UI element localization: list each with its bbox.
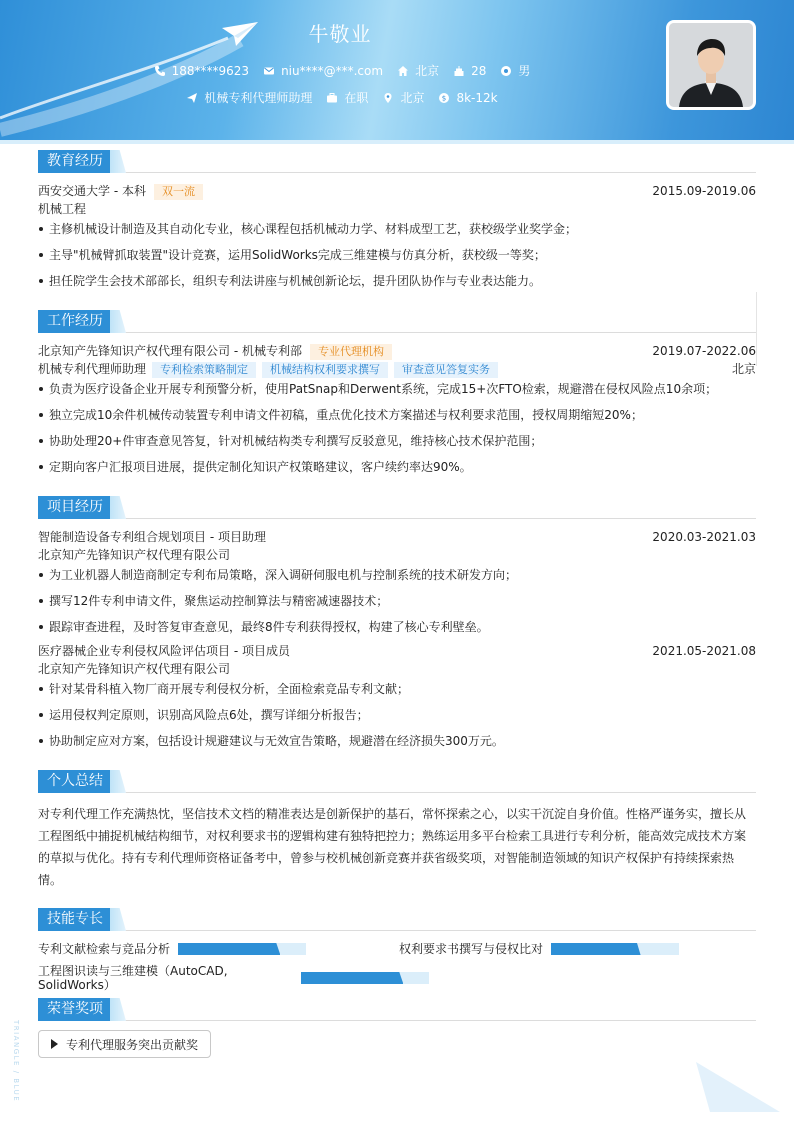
work-bullet: 负责为医疗设备企业开展专利预警分析，使用PatSnap和Derwent系统，完成15+次FTO检索，规避潜在侵权风险点10余项； <box>38 380 756 398</box>
gender-item <box>500 62 530 79</box>
section-heading-tail <box>110 770 126 793</box>
phone-text: 188****9623 <box>171 63 250 78</box>
section-rule <box>38 930 756 931</box>
send-icon <box>186 92 198 104</box>
watermark-text: TRIANGLE / BLUE <box>12 1020 20 1103</box>
section-heading: 项目经历 <box>38 496 112 519</box>
corner-triangle-decoration-icon <box>696 1062 780 1112</box>
money-icon <box>438 92 450 104</box>
section-heading: 工作经历 <box>38 310 112 333</box>
phone-icon <box>154 65 166 77</box>
award-name: 专利代理服务突出贡献奖 <box>66 1037 199 1052</box>
skill-bar <box>178 943 306 955</box>
section-heading: 技能专长 <box>38 908 112 931</box>
project-header <box>38 642 756 660</box>
project-org: 北京知产先锋知识产权代理有限公司 <box>38 548 231 562</box>
section-title-skills <box>38 908 756 932</box>
phone-item <box>154 64 249 78</box>
work-bullet: 定期向客户汇报项目进展，提供定制化知识产权策略建议，客户续约率达90%。 <box>38 458 756 476</box>
project-bullet: 协助制定应对方案，包括设计规避建议与无效宣告策略，规避潜在经济损失300万元。 <box>38 732 756 750</box>
skill-bar <box>551 943 679 955</box>
cake-icon <box>453 65 465 77</box>
avatar <box>666 20 756 110</box>
briefcase-icon <box>326 92 338 104</box>
play-triangle-icon <box>51 1039 58 1049</box>
status-item <box>326 89 368 106</box>
portrait-image <box>669 23 753 107</box>
project-org: 北京知产先锋知识产权代理有限公司 <box>38 662 231 676</box>
work-bullet: 独立完成10余件机械传动装置专利申请文件初稿，重点优化技术方案描述与权利要求范围，授权周期缩短20%； <box>38 406 756 424</box>
section-heading-tail <box>110 496 126 519</box>
section-heading: 荣誉奖项 <box>38 998 112 1021</box>
age-text: 28 <box>471 63 487 78</box>
work-date: 2019.07-2022.06 <box>652 344 756 358</box>
target-city-text: 北京 <box>400 91 425 105</box>
side-divider <box>756 292 757 366</box>
work-location: 北京 <box>731 362 756 376</box>
section-title-work <box>38 310 756 334</box>
section-heading: 个人总结 <box>38 770 112 793</box>
salary-item <box>438 91 497 105</box>
gender-icon <box>500 65 512 77</box>
target-job-text: 机械专利代理师助理 <box>204 91 313 105</box>
section-heading-tail <box>110 150 126 173</box>
section-title-summary <box>38 770 756 794</box>
skill-bar-fill <box>178 943 280 955</box>
section-heading: 教育经历 <box>38 150 112 173</box>
skill-tag: 机械结构权利要求撰写 <box>262 362 388 378</box>
gender-text: 男 <box>518 64 531 78</box>
school-tag: 双一流 <box>154 184 203 200</box>
education-header <box>38 182 756 200</box>
education-bullet: 主导"机械臂抓取装置"设计竞赛，运用SolidWorks完成三维建模与仿真分析，获校级一等奖； <box>38 246 756 264</box>
position-title: 机械专利代理师助理 <box>38 362 147 376</box>
skill-bar-fill <box>301 972 403 984</box>
section-title-awards <box>38 998 756 1022</box>
target-job-item <box>186 89 312 106</box>
section-rule <box>38 1020 756 1021</box>
city-item <box>397 62 439 79</box>
section-heading-tail <box>110 310 126 333</box>
project-bullet: 为工业机器人制造商制定专利布局策略，深入调研伺服电机与控制系统的技术研发方向； <box>38 566 756 584</box>
skill-tag: 审查意见答复实务 <box>394 362 498 378</box>
project-date: 2020.03-2021.03 <box>652 530 756 544</box>
project-bullet: 运用侵权判定原则，识别高风险点6处，撰写详细分析报告； <box>38 706 756 724</box>
education-bullet: 主修机械设计制造及其自动化专业，核心课程包括机械动力学、材料成型工艺，获校级学业奖学金； <box>38 220 756 238</box>
skill-name: 权利要求书撰写与侵权比对 <box>399 942 544 956</box>
city-text: 北京 <box>415 64 440 78</box>
email-text: niu****@***.com <box>281 63 384 78</box>
header-divider <box>0 140 794 144</box>
education-major: 机械工程 <box>38 202 87 216</box>
skill-item <box>399 942 679 956</box>
section-rule <box>38 792 756 793</box>
email-item <box>263 64 383 78</box>
status-text: 在职 <box>344 91 369 105</box>
section-title-projects <box>38 496 756 520</box>
skill-name: 专利文献检索与竞品分析 <box>38 942 171 956</box>
section-rule <box>38 332 756 333</box>
education-bullet: 担任院学生会技术部部长，组织专利法讲座与机械创新论坛，提升团队协作与专业表达能力。 <box>38 272 756 290</box>
section-heading-tail <box>110 998 126 1021</box>
target-city-item <box>382 89 424 106</box>
section-title-education <box>38 150 756 174</box>
svg-text:$: $ <box>442 94 447 103</box>
location-pin-icon <box>382 92 394 104</box>
skill-bar <box>301 972 429 984</box>
salary-text: 8k-12k <box>456 90 498 105</box>
candidate-name: 牛敬业 <box>308 22 372 46</box>
email-icon <box>263 65 275 77</box>
project-bullet: 针对某骨科植入物厂商开展专利侵权分析，全面检索竞品专利文献； <box>38 680 756 698</box>
section-rule <box>38 518 756 519</box>
award-item <box>38 1030 211 1058</box>
project-date: 2021.05-2021.08 <box>652 644 756 658</box>
skill-bar-fill <box>551 943 641 955</box>
skill-name: 工程图识读与三维建模（AutoCAD, SolidWorks） <box>38 964 228 992</box>
project-bullet: 撰写12件专利申请文件，聚焦运动控制算法与精密减速器技术； <box>38 592 756 610</box>
project-title: 医疗器械企业专利侵权风险评估项目 - 项目成员 <box>38 644 290 658</box>
company-name: 北京知产先锋知识产权代理有限公司 - 机械专利部 <box>38 344 302 358</box>
project-header <box>38 528 756 546</box>
age-item <box>453 64 486 78</box>
education-date: 2015.09-2019.06 <box>652 184 756 198</box>
company-tag: 专业代理机构 <box>310 344 392 360</box>
work-bullet: 协助处理20+件审查意见答复，针对机械结构类专利撰写反驳意见，维持核心技术保护范围； <box>38 432 756 450</box>
skill-item <box>38 942 306 956</box>
work-header <box>38 342 756 360</box>
home-icon <box>397 65 409 77</box>
section-rule <box>38 172 756 173</box>
work-position-row <box>38 360 756 378</box>
skill-tag: 专利检索策略制定 <box>152 362 256 378</box>
project-title: 智能制造设备专利组合规划项目 - 项目助理 <box>38 530 266 544</box>
section-heading-tail <box>110 908 126 931</box>
project-bullet: 跟踪审查进程，及时答复审查意见，最终8件专利获得授权，构建了核心专利壁垒。 <box>38 618 756 636</box>
summary-text: 对专利代理工作充满热忱，坚信技术文档的精准表达是创新保护的基石，常怀探索之心，以实干沉淀自身价值。性格严谨务实，擅长从工程图纸中捕捉机械结构细节，对权利要求书的逻辑构建有独特把控力；熟练运用多平台检索工具进行专利分析，能高效完成技术方案的草拟与优化。持有专利代理师资格证备考中，曾参与校机械创新竞赛并获省级奖项，对智能制造领域的知识产权保护有持续探索热情。 <box>38 807 747 887</box>
school-name: 西安交通大学 - 本科 <box>38 184 146 198</box>
resume-header <box>0 0 794 140</box>
skill-item <box>38 964 429 992</box>
